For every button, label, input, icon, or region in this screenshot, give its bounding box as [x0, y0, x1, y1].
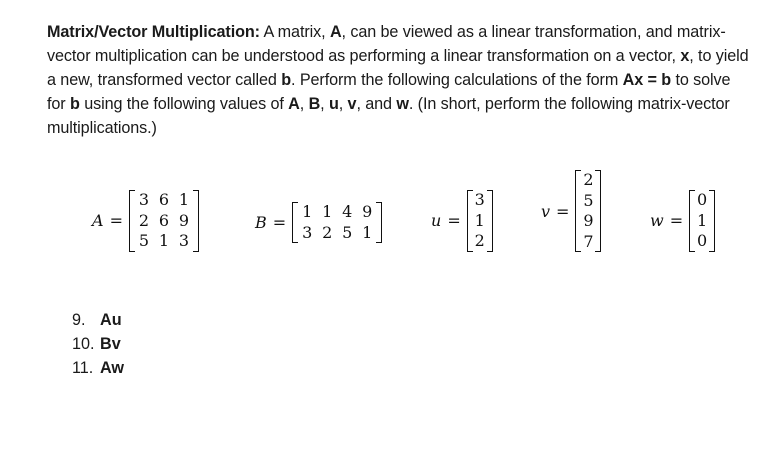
- vector-w-cells: [695, 190, 709, 252]
- intro-symbol-A: A: [288, 95, 300, 113]
- intro-text: . Perform the following calculations of the form: [291, 71, 623, 89]
- matrix-B-cell: 3: [302, 222, 313, 242]
- vector-w-entry: 0: [697, 231, 708, 250]
- vector-v-entry: 9: [583, 211, 594, 230]
- vector-u: [467, 190, 493, 252]
- matrix-B-cell: 9: [362, 202, 373, 221]
- matrix-A-cell: 3: [178, 231, 190, 250]
- vector-v-definition: [541, 170, 601, 252]
- equals-sign: =: [109, 211, 123, 231]
- intro-symbol-A: A: [329, 23, 342, 41]
- vector-v-label: v: [541, 201, 551, 221]
- matrix-A-definition: [92, 190, 199, 252]
- intro-text: A matrix,: [259, 23, 330, 41]
- intro-text: , and: [356, 95, 397, 113]
- problem-item: [72, 356, 124, 380]
- problem-label: Bv: [100, 335, 121, 353]
- vector-v-entry: 7: [583, 231, 594, 251]
- vector-v: [575, 170, 601, 252]
- matrix-A-cell: 1: [178, 190, 190, 209]
- equals-sign: =: [272, 213, 287, 232]
- vector-w-entry: 0: [697, 190, 708, 209]
- intro-symbol-B: B: [308, 95, 321, 113]
- matrix-A-cell: 6: [158, 190, 170, 209]
- intro-text: ,: [320, 95, 329, 113]
- vector-u-entry: 3: [474, 190, 485, 209]
- problem-number: 10.: [72, 335, 95, 353]
- vector-u-entry: 1: [474, 210, 485, 230]
- intro-symbol-b: b: [70, 95, 80, 113]
- intro-equation: Ax = b: [622, 71, 672, 89]
- problem-label: Au: [100, 311, 122, 329]
- matrix-A-cell: 2: [138, 210, 150, 230]
- matrix-B-label: B: [255, 213, 267, 232]
- matrix-A-cell: 1: [158, 231, 170, 250]
- right-bracket: [376, 202, 382, 243]
- intro-text: ,: [299, 95, 309, 113]
- equals-sign: =: [669, 211, 684, 231]
- problem-item: [72, 308, 124, 332]
- intro-symbol-x: x: [680, 47, 690, 65]
- vector-w-entry: 1: [697, 210, 708, 230]
- equals-sign: =: [556, 201, 570, 221]
- intro-text: . (In short, perform the following matrix-vector multiplications.): [47, 95, 730, 137]
- problem-item: [72, 332, 124, 356]
- matrix-B-cells: [298, 202, 376, 243]
- right-bracket: [595, 170, 601, 252]
- intro-text: ,: [338, 95, 348, 113]
- right-bracket: [709, 190, 715, 252]
- right-bracket: [193, 190, 199, 252]
- matrix-A: [129, 190, 199, 252]
- vector-v-cells: [581, 170, 595, 252]
- matrix-A-cell: 5: [138, 231, 150, 250]
- intro-symbol-u: u: [328, 95, 339, 113]
- vector-w-definition: [650, 190, 715, 252]
- matrix-A-cells: [135, 190, 193, 252]
- vector-w: [689, 190, 715, 252]
- vector-v-entry: 2: [583, 170, 594, 189]
- vector-u-cells: [473, 190, 487, 252]
- matrix-B-definition: [255, 202, 382, 243]
- intro-text: , to yield a new, transformed vector called: [47, 47, 749, 89]
- vector-u-entry: 2: [474, 231, 485, 250]
- intro-text: using the following values of: [79, 95, 289, 113]
- vector-v-entry: 5: [583, 190, 594, 210]
- intro-symbol-v: v: [347, 95, 357, 113]
- matrix-B-cell: 1: [302, 202, 313, 221]
- intro-symbol-b: b: [281, 71, 292, 89]
- intro-paragraph: [47, 20, 752, 140]
- intro-text: to solve for: [47, 71, 731, 113]
- matrix-B-cell: 1: [362, 222, 373, 242]
- matrix-A-cell: 3: [138, 190, 150, 209]
- vector-u-definition: [431, 190, 493, 252]
- problem-number: 9.: [72, 311, 86, 329]
- problem-list: [72, 308, 124, 380]
- intro-symbol-w: w: [396, 95, 409, 113]
- intro-text: , can be viewed as a linear transformation, and matrix-vector multiplication can be understood as performing a linear transformation on a vector,: [47, 23, 726, 65]
- equals-sign: =: [447, 211, 461, 231]
- matrix-A-cell: 6: [158, 210, 170, 230]
- matrix-A-label: A: [92, 211, 104, 231]
- vector-w-label: w: [650, 211, 664, 231]
- problem-label: Aw: [100, 359, 124, 377]
- vector-u-label: u: [431, 211, 442, 231]
- matrix-B-cell: 2: [322, 222, 333, 242]
- matrix-B-cell: 1: [322, 202, 333, 221]
- matrix-B-cell: 4: [342, 202, 353, 221]
- matrix-A-cell: 9: [178, 210, 190, 230]
- intro-heading: Matrix/Vector Multiplication:: [47, 23, 260, 41]
- matrix-B: [292, 202, 382, 243]
- right-bracket: [487, 190, 493, 252]
- matrix-B-cell: 5: [342, 222, 353, 242]
- problem-number: 11.: [72, 359, 94, 377]
